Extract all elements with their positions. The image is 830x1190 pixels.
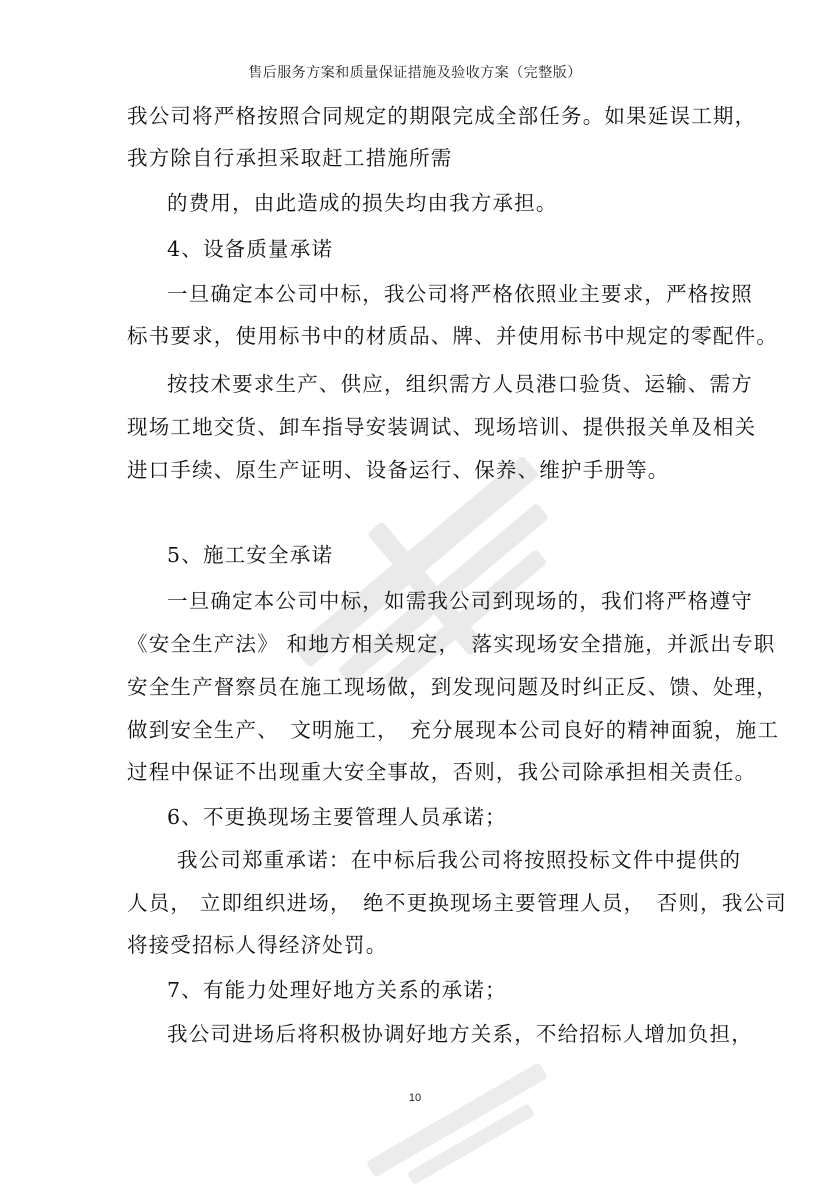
page-number: 10 bbox=[408, 1092, 422, 1104]
text-line: 按技术要求生产、供应，组织需方人员港口验货、运输、需方 bbox=[167, 372, 753, 396]
section-heading: 7、有能力处理好地方关系的承诺； bbox=[167, 978, 507, 1002]
text-line: 的费用，由此造成的损失均由我方承担。 bbox=[167, 191, 558, 215]
section-heading: 6、不更换现场主要管理人员承诺； bbox=[167, 805, 507, 829]
text-line: 我公司将严格按照合同规定的期限完成全部任务。如果延误工期， bbox=[127, 104, 757, 128]
text-line: 进口手续、原生产证明、设备运行、保养、维护手册等。 bbox=[127, 458, 670, 482]
text-line: 我公司郑重承诺：在中标后我公司将按照投标文件中提供的 bbox=[177, 848, 742, 872]
section-heading: 4、设备质量承诺 bbox=[167, 237, 334, 261]
text-line: 做到安全生产、 文明施工， 充分展现本公司良好的精神面貌，施工 bbox=[127, 718, 780, 742]
text-line: 现场工地交货、卸车指导安装调试、现场培训、提供报关单及相关 bbox=[127, 415, 757, 439]
text-line: 一旦确定本公司中标，我公司将严格依照业主要求，严格按照 bbox=[167, 282, 753, 306]
text-line: 过程中保证不出现重大安全事故，否则，我公司除承担相关责任。 bbox=[127, 760, 757, 784]
watermark-graphic-bottom bbox=[330, 1060, 590, 1190]
text-line: 我公司进场后将积极协调好地方关系，不给招标人增加负担， bbox=[167, 1022, 753, 1046]
text-line: 一旦确定本公司中标，如需我公司到现场的，我们将严格遵守 bbox=[167, 589, 753, 613]
text-line: 标书要求，使用标书中的材质品、牌、并使用标书中规定的零配件。 bbox=[127, 324, 778, 348]
section-heading: 5、施工安全承诺 bbox=[167, 543, 334, 567]
text-line: 将接受招标人得经济处罚。 bbox=[127, 933, 388, 957]
page-header: 售后服务方案和质量保证措施及验收方案（完整版） bbox=[248, 65, 582, 81]
text-line: 《安全生产法》 和地方相关规定， 落实现场安全措施，并派出专职 bbox=[127, 632, 776, 656]
text-line: 安全生产督察员在施工现场做，到发现问题及时纠正反、馈、处理， bbox=[127, 675, 778, 699]
text-line: 人员， 立即组织进场， 绝不更换现场主要管理人员， 否则，我公司 bbox=[127, 891, 787, 915]
text-line: 我方除自行承担采取赶工措施所需 bbox=[127, 146, 453, 170]
